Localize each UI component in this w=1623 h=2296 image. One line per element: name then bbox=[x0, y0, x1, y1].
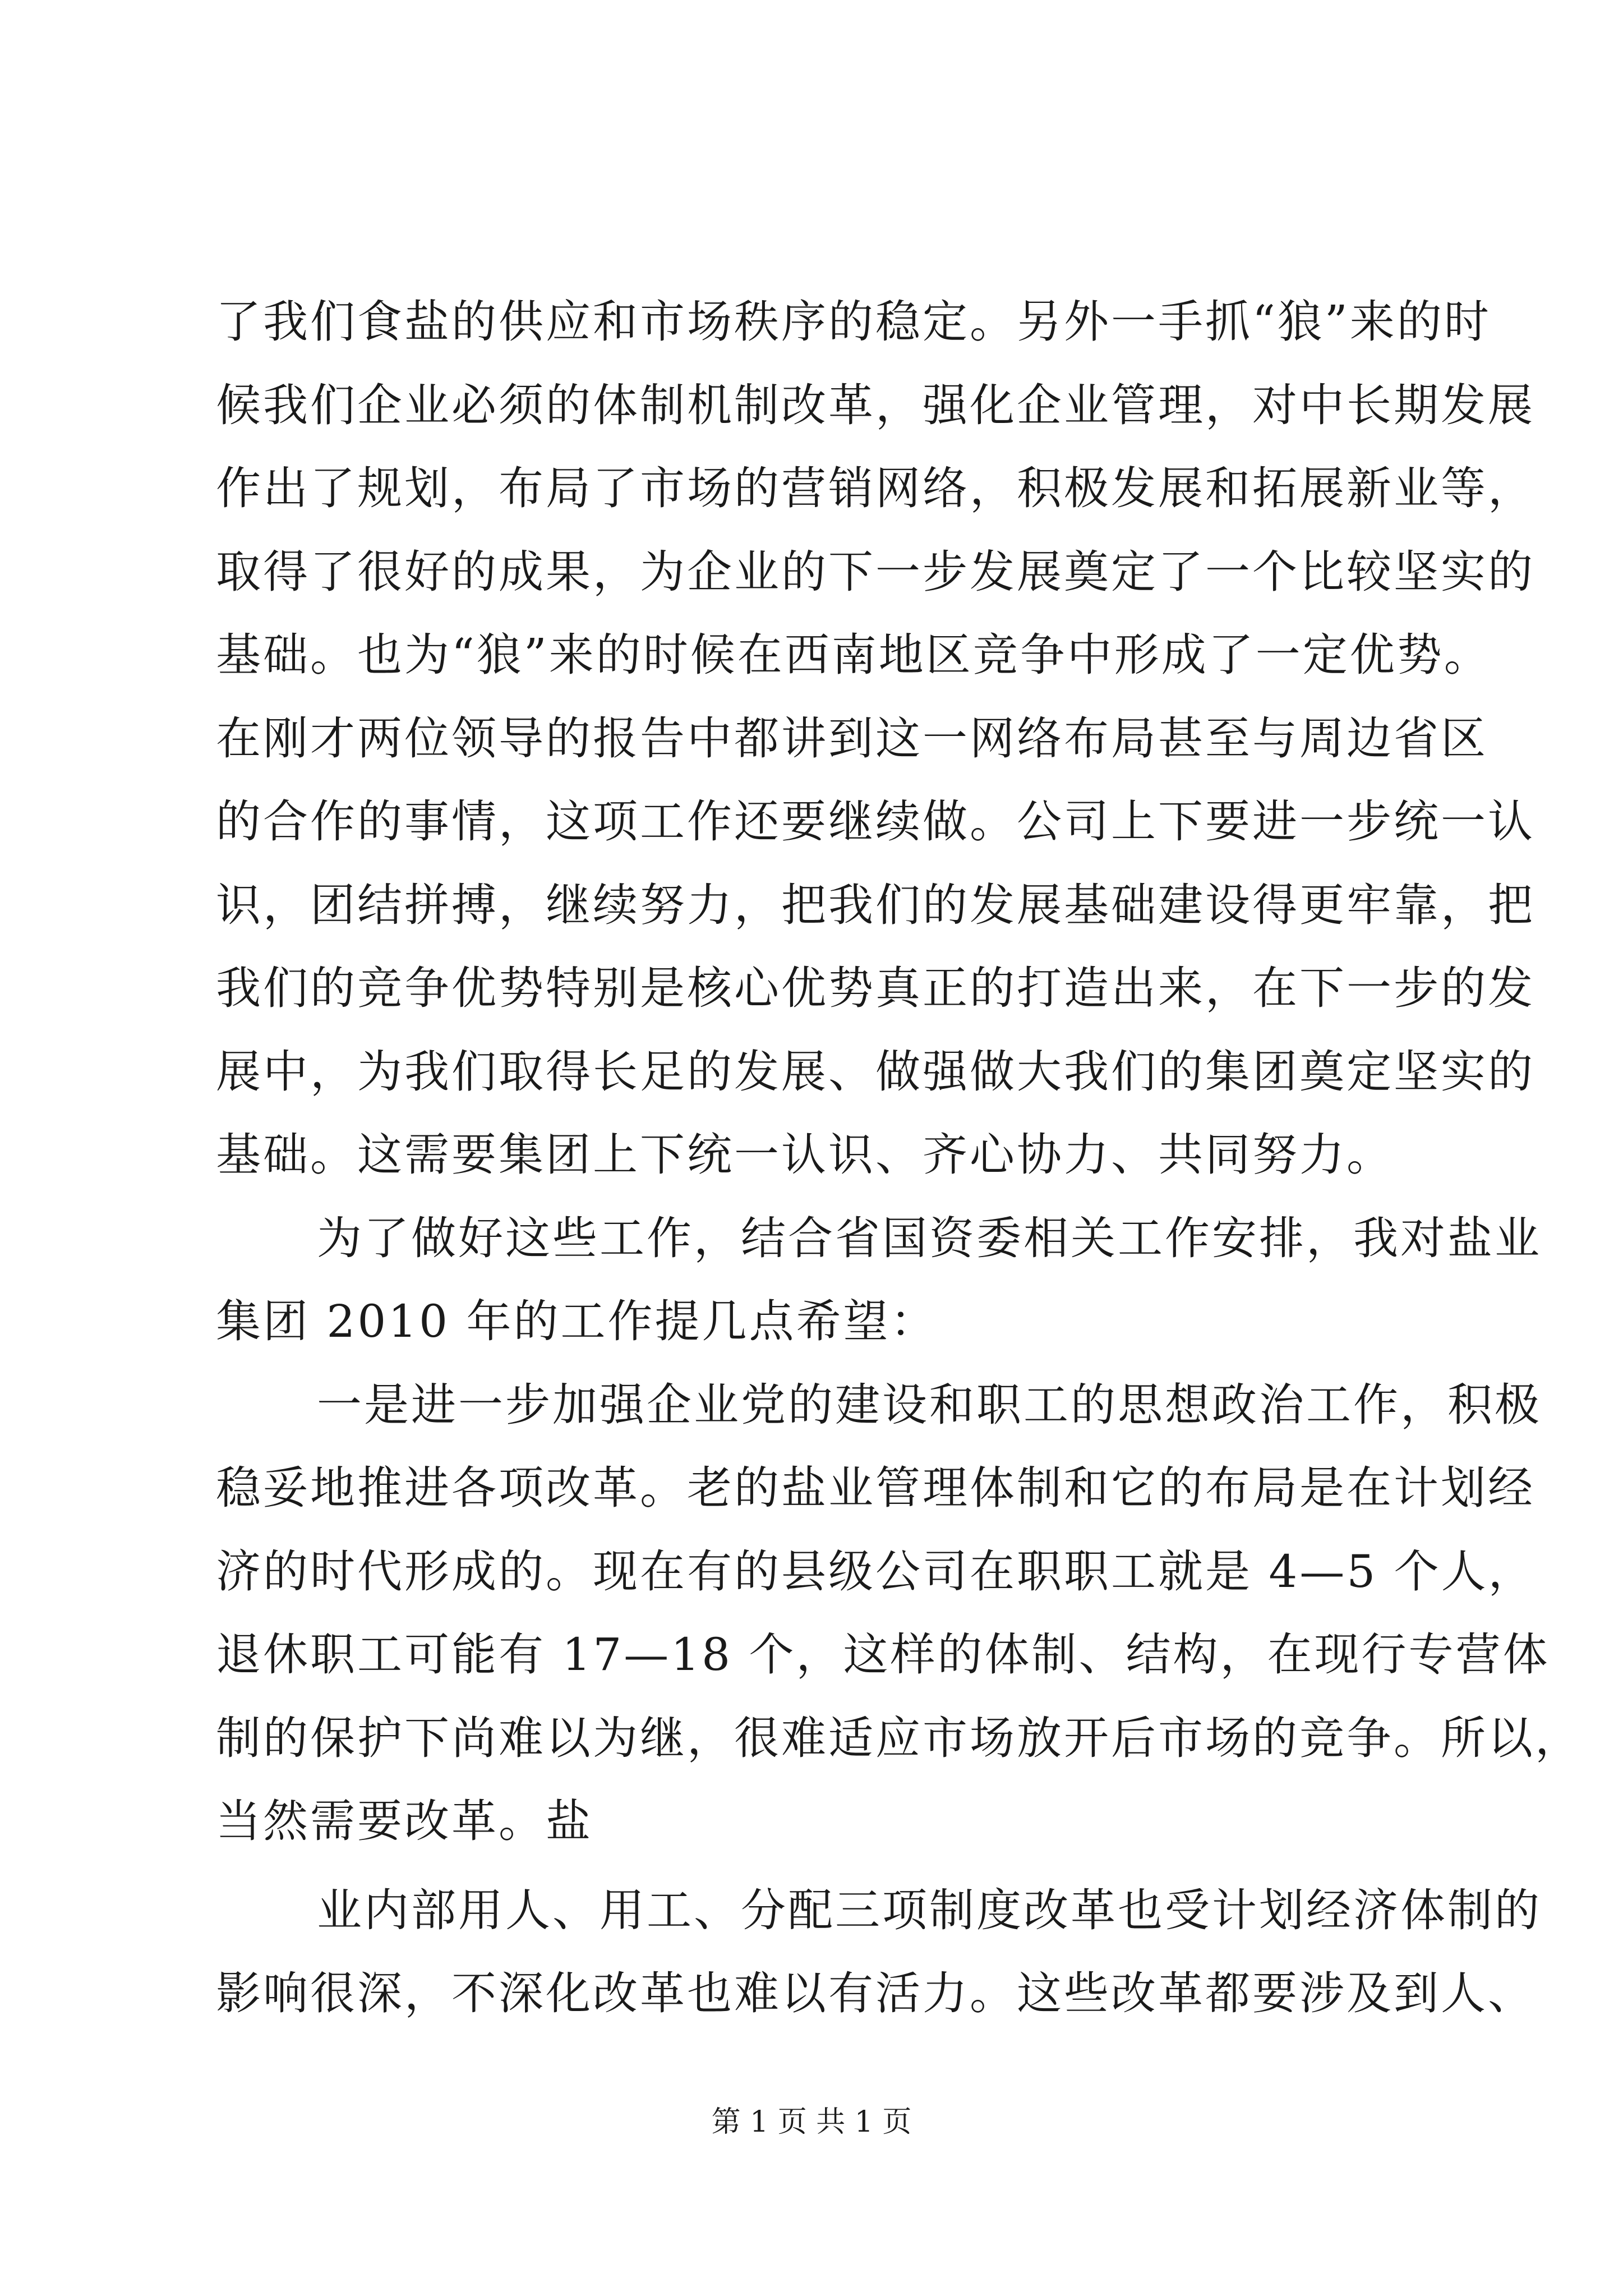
text-line: 的合作的事情，这项工作还要继续做。公司上下要进一步统一认 bbox=[216, 795, 1535, 848]
text-line: 我们的竞争优势特别是核心优势真正的打造出来，在下一步的发 bbox=[216, 962, 1535, 1014]
text-line: 候我们企业必须的体制机制改革，强化企业管理，对中长期发展 bbox=[216, 379, 1535, 431]
text-line: 稳妥地推进各项改革。老的盐业管理体制和它的布局是在计划经 bbox=[216, 1462, 1535, 1514]
text-line: 济的时代形成的。现在有的县级公司在职职工就是 4—5 个人， bbox=[216, 1545, 1536, 1598]
text-line: 识，团结拼搏，继续努力，把我们的发展基础建设得更牢靠，把 bbox=[216, 878, 1535, 931]
text-line: 展中，为我们取得长足的发展、做强做大我们的集团奠定坚实的 bbox=[216, 1045, 1535, 1098]
text-line: 为了做好这些工作，结合省国资委相关工作安排，我对盐业 bbox=[317, 1212, 1542, 1264]
text-line: 了我们食盐的供应和市场秩序的稳定。另外一手抓“狼”来的时 bbox=[216, 296, 1491, 348]
body-text bbox=[216, 280, 1582, 2036]
text-line: 在刚才两位领导的报告中都讲到这一网络布局甚至与周边省区 bbox=[216, 712, 1488, 765]
text-line: 业内部用人、用工、分配三项制度改革也受计划经济体制的 bbox=[317, 1884, 1542, 1936]
text-line: 退休职工可能有 17—18 个，这样的体制、结构，在现行专营体 bbox=[216, 1628, 1550, 1681]
text-line: 一是进一步加强企业党的建设和职工的思想政治工作，积极 bbox=[317, 1378, 1542, 1431]
text-line: 集团 2010 年的工作提几点希望： bbox=[216, 1295, 938, 1347]
text-line: 制的保护下尚难以为继，很难适应市场放开后市场的竞争。所以， bbox=[216, 1711, 1582, 1764]
text-line: 当然需要改革。盐 bbox=[216, 1795, 593, 1847]
text-line: 基础。这需要集团上下统一认识、齐心协力、共同努力。 bbox=[216, 1129, 1394, 1181]
paragraph-gap bbox=[216, 1864, 1422, 1869]
text-line: 作出了规划，布局了市场的营销网络，积极发展和拓展新业等， bbox=[216, 462, 1535, 514]
page-footer: 第 1 页 共 1 页 bbox=[711, 2105, 912, 2139]
text-line: 基础。也为“狼”来的时候在西南地区竞争中形成了一定优势。 bbox=[216, 629, 1491, 681]
text-line: 取得了很好的成果，为企业的下一步发展奠定了一个比较坚实的 bbox=[216, 545, 1535, 598]
text-line: 影响很深，不深化改革也难以有活力。这些改革都要涉及到人、 bbox=[216, 1967, 1535, 2019]
